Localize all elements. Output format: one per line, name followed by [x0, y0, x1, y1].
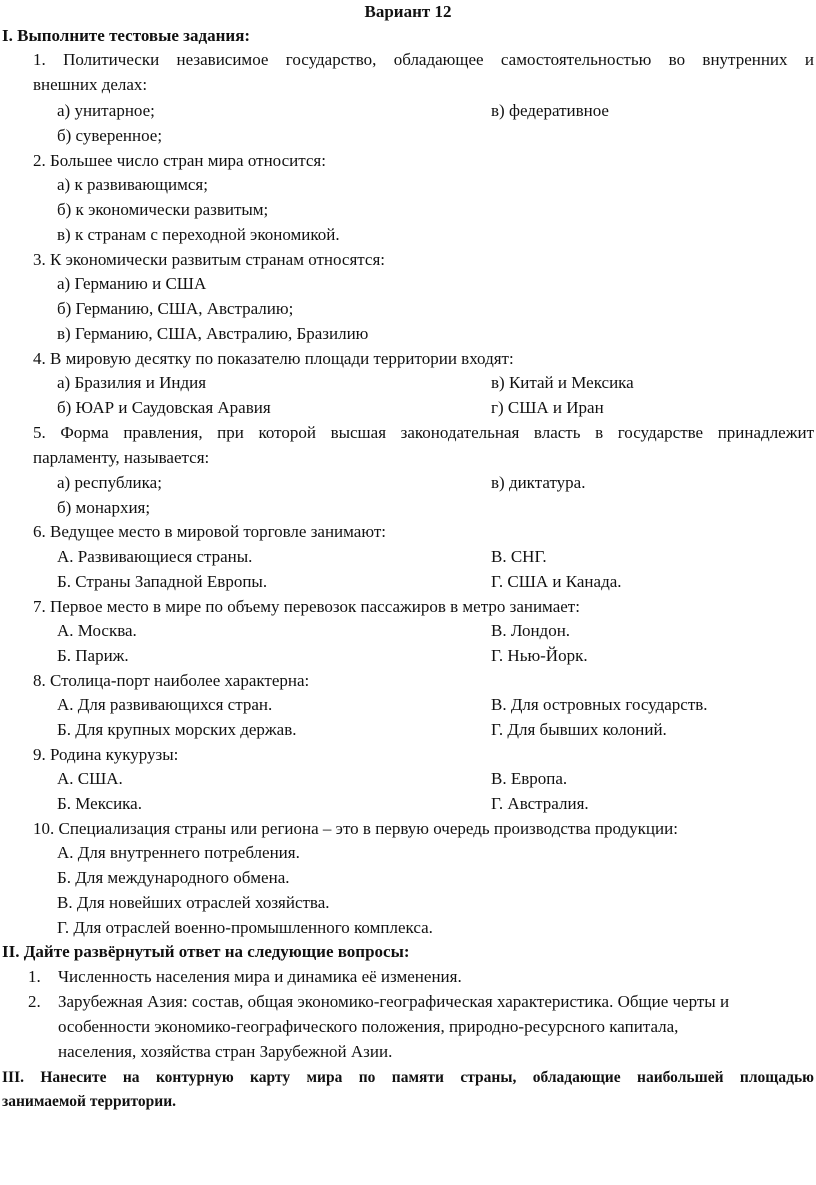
- question-1-line-2: внешних делах:: [33, 75, 148, 94]
- open-question-2: [28, 990, 816, 1064]
- question-8-option-v: В. Для островных государств.: [491, 695, 708, 714]
- open-question-2-number: 2.: [28, 992, 41, 1011]
- question-3-option-a: а) Германию и США: [57, 274, 207, 293]
- question-7-text: 7. Первое место в мире по объему перевозок пассажиров в метро занимает:: [33, 597, 580, 616]
- question-7-option-b: Б. Париж.: [57, 646, 129, 665]
- open-question-1-text: Численность населения мира и динамика её изменения.: [58, 967, 462, 986]
- question-6-option-a: А. Развивающиеся страны.: [57, 547, 253, 566]
- question-3-option-v: в) Германию, США, Австралию, Бразилию: [57, 324, 369, 343]
- question-6-option-g: Г. США и Канада.: [491, 572, 622, 591]
- question-9-option-b: Б. Мексика.: [57, 794, 142, 813]
- question-4-option-b: б) ЮАР и Саудовская Аравия: [57, 398, 271, 417]
- question-10-option-g: Г. Для отраслей военно-промышленного комплекса.: [57, 918, 433, 937]
- open-question-2-line-1: Зарубежная Азия: состав, общая экономико-географическая характеристика. Общие черты и: [58, 992, 730, 1011]
- question-8-text: 8. Столица-порт наиболее характерна:: [33, 671, 310, 690]
- question-1-option-b: б) суверенное;: [57, 126, 163, 145]
- question-5-option-v: в) диктатура.: [491, 473, 586, 492]
- section-3-line-1: III. Нанесите на контурную карту мира по памяти страны, обладающие наибольшей площадью: [2, 1069, 814, 1086]
- section-2-heading: II. Дайте развёрнутый ответ на следующие вопросы:: [2, 942, 410, 961]
- section-3-line-2: занимаемой территории.: [2, 1093, 177, 1110]
- question-10-text: 10. Специализация страны или региона – это в первую очередь производства продукции:: [33, 819, 678, 838]
- question-5-option-b: б) монархия;: [57, 498, 151, 517]
- question-5-option-a: а) республика;: [57, 473, 162, 492]
- page-title: Вариант 12: [364, 2, 452, 21]
- question-9-text: 9. Родина кукурузы:: [33, 745, 179, 764]
- question-1-option-a: а) унитарное;: [57, 101, 155, 120]
- open-question-2-line-3: населения, хозяйства стран Зарубежной Азии.: [58, 1041, 393, 1061]
- question-3-text: 3. К экономически развитым странам относятся:: [33, 250, 386, 269]
- question-6-option-b: Б. Страны Западной Европы.: [57, 572, 268, 591]
- question-4-option-a: а) Бразилия и Индия: [57, 373, 207, 392]
- question-10-option-b: Б. Для международного обмена.: [57, 868, 290, 887]
- question-8-option-b: Б. Для крупных морских держав.: [57, 720, 297, 739]
- question-10-option-a: А. Для внутреннего потребления.: [57, 843, 300, 862]
- question-10-option-v: В. Для новейших отраслей хозяйства.: [57, 893, 330, 912]
- open-question-1-number: 1.: [28, 967, 41, 986]
- question-9-option-g: Г. Австралия.: [491, 794, 589, 813]
- question-5-line-1: 5. Форма правления, при которой высшая законодательная власть в государстве принадлежит: [33, 423, 814, 442]
- question-9-option-a: А. США.: [57, 769, 123, 788]
- question-8-option-a: А. Для развивающихся стран.: [57, 695, 273, 714]
- question-1-option-v: в) федеративное: [491, 101, 609, 120]
- question-1-line-1: 1. Политически независимое государство, обладающее самостоятельностью во внутренних и: [33, 50, 814, 69]
- question-6-text: 6. Ведущее место в мировой торговле занимают:: [33, 522, 386, 541]
- question-2-option-b: б) к экономически развитым;: [57, 200, 269, 219]
- question-4-option-g: г) США и Иран: [491, 398, 604, 417]
- section-1-heading: I. Выполните тестовые задания:: [2, 26, 251, 45]
- question-7-option-g: Г. Нью-Йорк.: [491, 646, 588, 665]
- question-2-option-a: а) к развивающимся;: [57, 175, 208, 194]
- question-3-option-b: б) Германию, США, Австралию;: [57, 299, 294, 318]
- question-4-option-v: в) Китай и Мексика: [491, 373, 634, 392]
- question-4-text: 4. В мировую десятку по показателю площади территории входят:: [33, 349, 514, 368]
- question-2-option-v: в) к странам с переходной экономикой.: [57, 225, 340, 244]
- question-8-option-g: Г. Для бывших колоний.: [491, 720, 667, 739]
- question-9-option-v: В. Европа.: [491, 769, 568, 788]
- question-2-text: 2. Большее число стран мира относится:: [33, 151, 326, 170]
- question-6-option-v: В. СНГ.: [491, 547, 547, 566]
- open-question-1: [28, 965, 816, 990]
- question-7-option-a: А. Москва.: [57, 621, 137, 640]
- open-question-2-line-2: особенности экономико-географического положения, природно-ресурсного капитала,: [58, 1016, 679, 1036]
- question-5-line-2: парламенту, называется:: [33, 448, 210, 467]
- question-7-option-v: В. Лондон.: [491, 621, 571, 640]
